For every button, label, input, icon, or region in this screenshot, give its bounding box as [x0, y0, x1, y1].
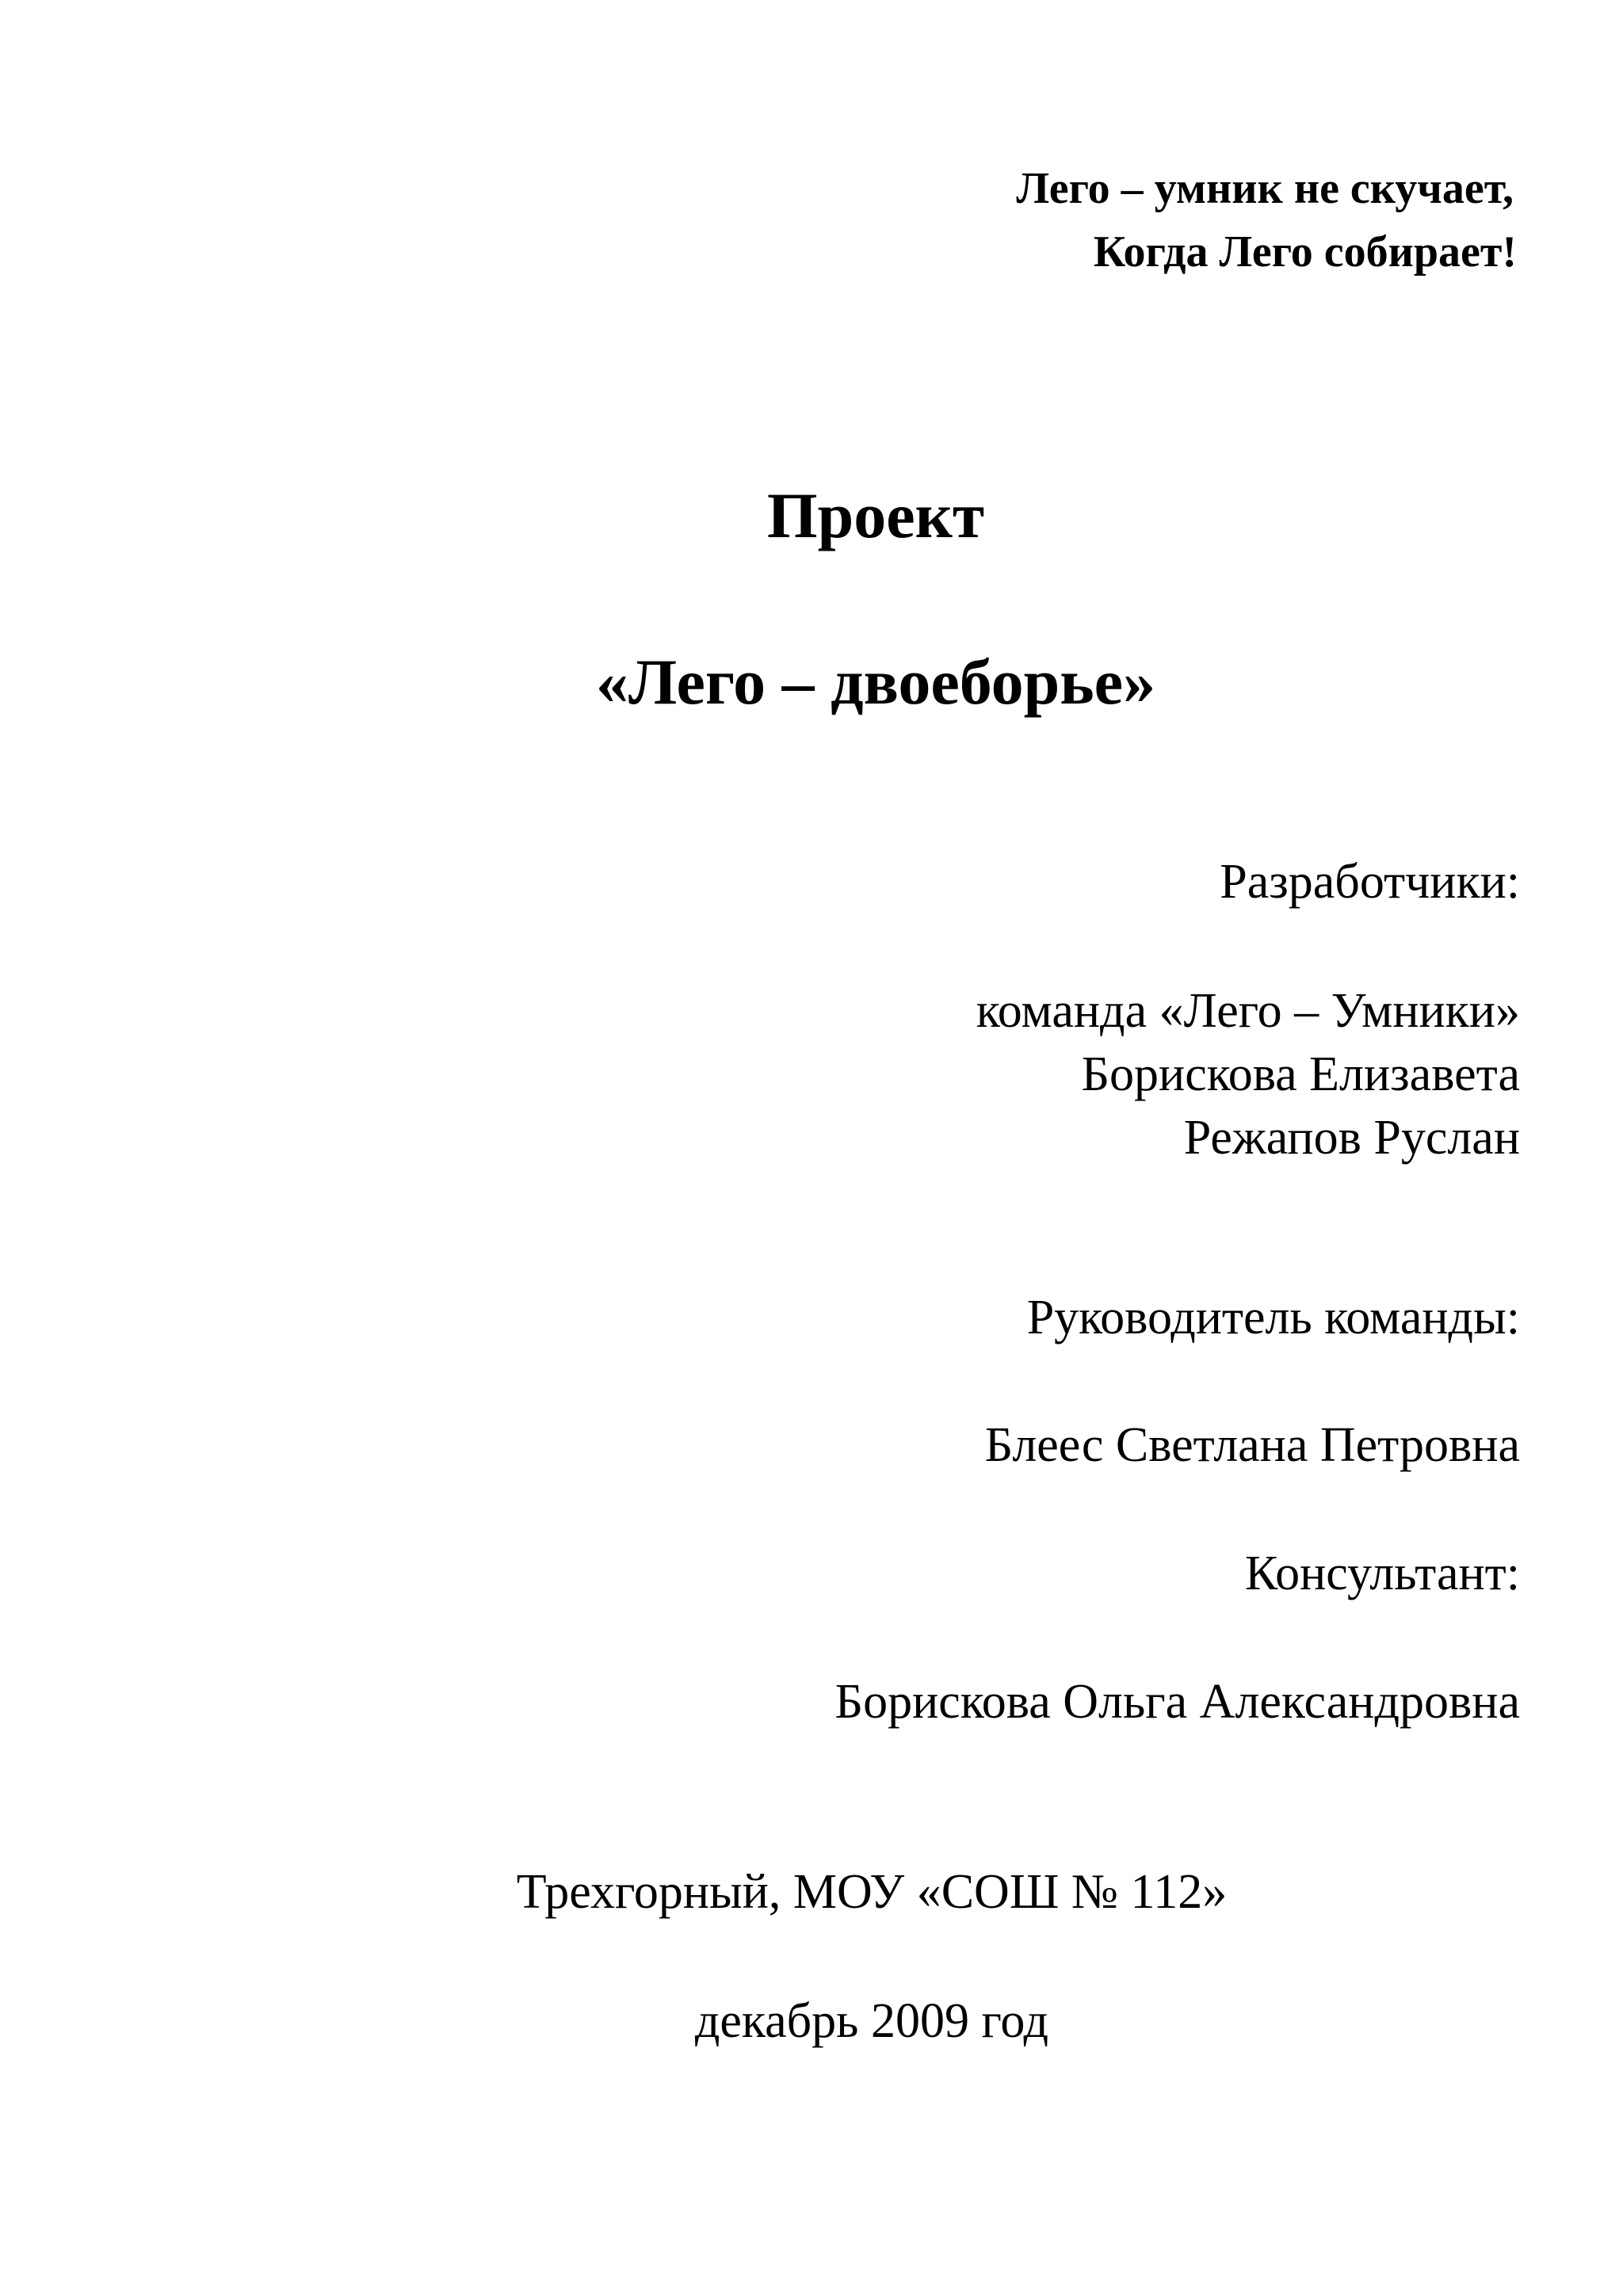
developers-heading: Разработчики:: [1220, 855, 1520, 909]
project-name: «Лего – двоеборье»: [595, 646, 1155, 718]
developer-member: Режапов Руслан: [1183, 1111, 1520, 1165]
epigraph-line-1: Лего – умник не скучает,: [1016, 164, 1514, 213]
leader-name: Блеес Светлана Петровна: [984, 1418, 1520, 1472]
footer-date: декабрь 2009 год: [694, 1994, 1049, 2048]
epigraph-line-2: Когда Лего собирает!: [1093, 227, 1517, 277]
consultant-heading: Консультант:: [1244, 1547, 1520, 1600]
leader-heading: Руководитель команды:: [1026, 1291, 1520, 1344]
consultant-name: Борискова Ольга Александровна: [834, 1675, 1520, 1729]
project-title: Проект: [766, 479, 985, 551]
footer-place: Трехгорный, МОУ «СОШ № 112»: [516, 1865, 1228, 1919]
developers-team: команда «Лего – Умники»: [976, 984, 1520, 1038]
developer-member: Борискова Елизавета: [1081, 1047, 1520, 1101]
